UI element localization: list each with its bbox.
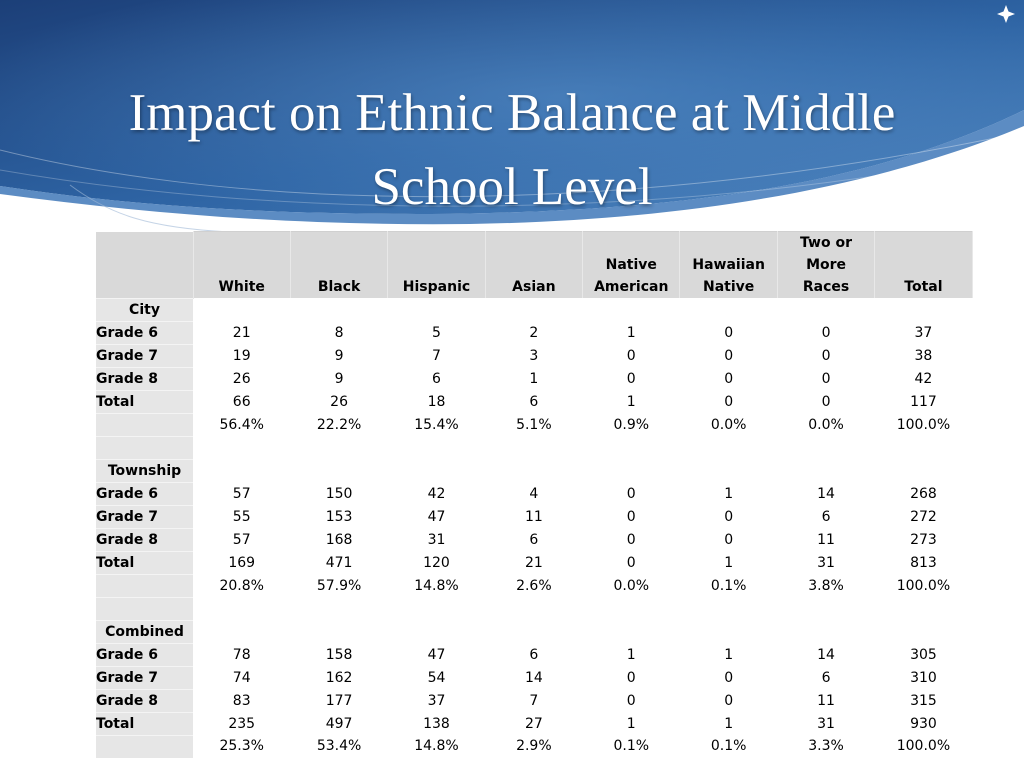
table-cell: 6 [529,646,539,663]
table-row [96,367,972,390]
empty-cell [388,459,485,482]
empty-cell [777,620,874,643]
table-cell: 9 [334,347,344,364]
table-cell: 0 [724,508,734,525]
table-cell: 930 [910,715,937,732]
table-cell: 3 [529,347,539,364]
table-cell: 14 [817,485,835,502]
table-row [96,505,972,528]
table-cell: 31 [817,554,835,571]
table-cell: 169 [228,554,256,571]
table-cell: 272 [910,508,937,525]
table-cell: 0 [821,370,831,387]
empty-cell [290,298,387,321]
ethnic-balance-table [96,231,973,758]
table-cell: 268 [910,485,937,502]
table-cell: 21 [524,554,543,571]
empty-cell [875,459,972,482]
table-cell: 18 [427,393,446,410]
table-cell: 78 [232,646,251,663]
table-cell: 0 [724,393,734,410]
table-cell: 100.0% [896,577,951,594]
row-label: Grade 7 [96,505,193,528]
table-cell: 25.3% [219,738,264,755]
table-cell: 0 [626,508,636,525]
empty-cell [485,459,582,482]
row-label [96,413,193,436]
table-cell: 235 [228,715,256,732]
table-cell: 168 [325,531,353,548]
empty-cell [777,597,874,620]
table-cell: 31 [817,715,835,732]
table-cell: 7 [432,347,441,364]
empty-cell [680,459,777,482]
empty-cell [388,597,485,620]
table-cell: 100.0% [896,416,951,433]
table-cell: 26 [330,393,348,410]
empty-cell [680,436,777,459]
table-cell: 31 [427,531,446,548]
table-cell: 177 [325,692,353,709]
slide-title-line-2: School Level [371,158,653,216]
table-cell: 0.1% [710,577,747,594]
table-cell: 11 [817,531,835,548]
table-cell: 42 [914,370,933,387]
empty-cell [875,298,972,321]
table-cell: 6 [432,370,441,387]
table-cell: 273 [910,531,937,548]
table-cell: 27 [524,715,543,732]
table-cell: 0 [821,324,831,341]
table-cell: 54 [427,669,446,686]
empty-cell [485,597,582,620]
empty-cell [388,298,485,321]
column-header-hawaiian-native: Hawaiian Native [680,232,777,299]
table-cell: 3.8% [808,577,844,594]
empty-cell [875,597,972,620]
table-cell: 0.0% [710,416,747,433]
table-cell: 310 [910,669,937,686]
table-cell: 0.0% [808,416,844,433]
empty-cell [193,459,290,482]
table-cell: 0 [626,669,636,686]
column-header-hispanic: Hispanic [388,232,485,299]
empty-cell [875,436,972,459]
table-cell: 2.9% [516,738,552,755]
table-cell: 158 [325,646,353,663]
slide-title-line-1: Impact on Ethnic Balance at Middle [128,84,896,142]
section-label: Township [96,459,193,482]
empty-cell [290,620,387,643]
table-cell: 1 [626,324,636,341]
table-cell: 0 [821,393,831,410]
table-cell: 14.8% [414,577,459,594]
column-header-white: White [193,232,290,299]
table-cell: 11 [524,508,543,525]
empty-cell [388,620,485,643]
table-cell: 1 [724,646,734,663]
table-cell: 0 [724,531,734,548]
table-cell: 57.9% [316,577,362,594]
table-cell: 305 [910,646,937,663]
table-cell: 1 [626,715,636,732]
table-cell: 153 [325,508,353,525]
row-label-empty [96,436,193,459]
table-cell: 14.8% [414,738,459,755]
table-cell: 7 [529,692,539,709]
table-cell: 9 [334,370,344,387]
table-cell: 22.2% [316,416,362,433]
table-cell: 37 [427,692,446,709]
column-header-black: Black [290,232,387,299]
table-row [96,482,972,505]
table-cell: 138 [423,715,450,732]
table-cell: 57 [232,531,251,548]
column-header-asian: Asian [485,232,582,299]
empty-cell [485,298,582,321]
empty-cell [485,620,582,643]
table-cell: 6 [821,508,831,525]
table-cell: 497 [325,715,353,732]
table-row [96,666,972,689]
table-cell: 19 [232,347,251,364]
empty-cell [680,597,777,620]
table-cell: 1 [724,715,734,732]
row-label: Grade 6 [96,643,193,666]
section-header-row [96,459,972,482]
table-row [96,413,972,436]
table-row [96,735,972,758]
empty-cell [777,436,874,459]
table-cell: 37 [914,324,933,341]
section-label: City [96,298,193,321]
table-cell: 55 [232,508,251,525]
table-header-row [96,232,972,299]
column-header-two-or-more-races: Two or More Races [777,232,874,299]
slide-title [0,76,1024,224]
table-cell: 3.3% [808,738,844,755]
table-cell: 0 [626,485,636,502]
table-row [96,574,972,597]
table-row [96,712,972,735]
table-cell: 0.1% [710,738,747,755]
table-cell: 0 [626,554,636,571]
empty-cell [193,597,290,620]
empty-cell [680,620,777,643]
row-label: Total [96,551,193,574]
table-row [96,321,972,344]
table-cell: 0 [724,347,734,364]
empty-cell [290,597,387,620]
column-header-native-american: Native American [583,232,680,299]
row-label: Grade 7 [96,344,193,367]
empty-cell [193,620,290,643]
table-cell: 0 [626,347,636,364]
table-cell: 53.4% [316,738,362,755]
table-cell: 0 [626,370,636,387]
empty-cell [388,436,485,459]
table-cell: 1 [724,554,734,571]
table-row [96,344,972,367]
table-cell: 315 [910,692,937,709]
empty-cell [290,436,387,459]
table-cell: 1 [529,370,539,387]
empty-cell [583,620,680,643]
table-row [96,551,972,574]
table-cell: 14 [817,646,835,663]
table-cell: 0.1% [613,738,650,755]
table-cell: 4 [529,485,539,502]
row-label-empty [96,597,193,620]
table-cell: 0 [821,347,831,364]
table-cell: 813 [910,554,937,571]
table-cell: 42 [427,485,446,502]
table-cell: 20.8% [219,577,264,594]
table-row [96,528,972,551]
section-header-row [96,298,972,321]
table-cell: 83 [232,692,251,709]
table-cell: 74 [232,669,251,686]
table-cell: 15.4% [414,416,459,433]
table-cell: 66 [232,393,251,410]
table-cell: 11 [817,692,835,709]
table-cell: 162 [325,669,353,686]
row-label: Grade 7 [96,666,193,689]
empty-cell [193,298,290,321]
table-cell: 0.9% [613,416,650,433]
section-spacer-row [96,436,972,459]
empty-cell [680,298,777,321]
empty-cell [583,436,680,459]
table-cell: 117 [910,393,937,410]
empty-cell [485,436,582,459]
empty-cell [583,597,680,620]
table-cell: 6 [529,531,539,548]
table-cell: 0.0% [613,577,650,594]
table-cell: 0 [724,669,734,686]
empty-cell [777,298,874,321]
empty-cell [777,459,874,482]
table-cell: 56.4% [219,416,264,433]
table-cell: 2.6% [516,577,552,594]
table-cell: 6 [821,669,831,686]
table-cell: 26 [232,370,251,387]
row-label: Grade 8 [96,367,193,390]
table-row [96,643,972,666]
table-cell: 471 [325,554,353,571]
row-label [96,735,193,758]
table-cell: 38 [914,347,933,364]
section-spacer-row [96,597,972,620]
table-cell: 1 [626,646,636,663]
empty-cell [193,436,290,459]
row-label: Grade 8 [96,528,193,551]
table-cell: 0 [724,324,734,341]
empty-cell [583,459,680,482]
table-row [96,689,972,712]
table-cell: 100.0% [896,738,951,755]
row-label [96,574,193,597]
empty-cell [583,298,680,321]
table-cell: 1 [626,393,636,410]
table-cell: 6 [529,393,539,410]
table-cell: 0 [626,692,636,709]
table-cell: 14 [524,669,543,686]
header-corner [96,232,193,299]
table-cell: 2 [529,324,539,341]
empty-cell [290,459,387,482]
table-row [96,390,972,413]
table-cell: 0 [626,531,636,548]
row-label: Total [96,712,193,735]
table-cell: 8 [334,324,344,341]
table-cell: 0 [724,692,734,709]
table-cell: 47 [427,508,446,525]
table-cell: 1 [724,485,734,502]
table-cell: 57 [232,485,251,502]
section-label: Combined [96,620,193,643]
section-header-row [96,620,972,643]
row-label: Grade 6 [96,482,193,505]
row-label: Grade 6 [96,321,193,344]
table-cell: 150 [325,485,353,502]
table-cell: 21 [232,324,251,341]
row-label: Grade 8 [96,689,193,712]
table-cell: 120 [423,554,450,571]
empty-cell [875,620,972,643]
table-cell: 47 [427,646,446,663]
table-cell: 5 [432,324,441,341]
table-cell: 5.1% [516,416,552,433]
row-label: Total [96,390,193,413]
column-header-total: Total [875,232,972,299]
table-cell: 0 [724,370,734,387]
